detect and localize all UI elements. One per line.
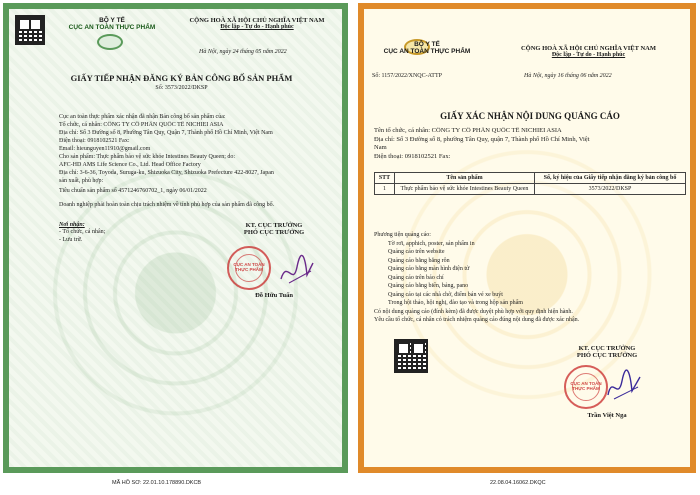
signer-name: Đỗ Hữu Tuấn [255,292,293,299]
ad-medium-item: Quảng cáo bằng biển, bảng, pano [388,283,469,289]
republic-name: CỘNG HOÀ XÃ HỘI CHỦ NGHĨA VIỆT NAM [189,17,325,24]
ad-medium-item: Quảng cáo tại các nhà chờ, điểm bán vé xe buýt [388,291,503,298]
republic-name: CỘNG HOÀ XÃ HỘI CHỦ NGHĨA VIỆT NAM [520,45,656,52]
table-cell: Thực phẩm bảo vệ sức khỏe Intestines Beauty Queen [395,184,535,195]
body-line: Email: hieunguyen11910@gmail.com [59,146,151,152]
stamp-text: CỤC AN TOÀN THỰC PHẨM [570,381,602,391]
body-line: Địa chỉ: Số 3 Đường số 8, phường Tân Quy, quận 7, Thành phố Hồ Chí Minh, Việt [374,135,590,143]
right-footer-code: 22.08.04.16062.DKQC [490,480,546,486]
body-line: Yêu cầu tổ chức, cá nhân có trách nhiệm quảng cáo đúng nội dung đã được xác nhận. [374,317,580,323]
body-line: Cục an toàn thực phẩm xác nhận đã nhận Bản công bố sản phẩm của: [59,114,226,120]
advertising-confirmation [358,3,696,473]
ad-medium-item: Quảng cáo trên báo chí [388,274,444,281]
republic-header [486,45,691,58]
ministry-name: BỘ Y TẾ [99,17,125,24]
document-number: Số: 3573/2022/DKSP [155,85,208,91]
body-line: Tiêu chuẩn sản phẩm số 4571246760702_1, ngày 06/01/2022 [59,188,207,194]
national-motto: Độc lập - Tự do - Hạnh phúc [220,24,294,30]
document-body-bottom [374,231,690,325]
recipients-title: Nơi nhận: [59,222,85,228]
stamp-text: CỤC AN TOÀN THỰC PHẨM [233,262,265,272]
ministry-header [372,41,482,55]
ad-medium-item: Tờ rơi, apphich, poster, sản phẩm in [388,240,475,247]
sign-title-line: KT. CỤC TRƯỞNG [578,345,636,352]
body-line: Có nội dung quảng cáo (đính kèm) đã được duyệt phù hợp với quy định hiện hành. [374,308,573,315]
body-line: sản xuất, phù hợp: [59,178,104,184]
body-line: Địa chỉ: Số 3 Đường số 8, Phường Tân Quy, Quận 7, Thành phố Hồ Chí Minh, Việt Nam [59,130,273,136]
body-line: Doanh nghiệp phải hoàn toàn chịu trách nhiệm về tính phù hợp của sản phẩm đã công bố. [59,202,275,208]
signature-icon [604,367,644,405]
sign-title-line: PHÓ CỤC TRƯỞNG [576,352,638,359]
column-header: Tên sản phẩm [395,173,535,184]
body-line: Điện thoại: 0918102521 Fax: [374,152,451,160]
official-stamp-icon [564,365,608,409]
ad-medium-item: Quảng cáo bằng băng rôn [388,257,450,264]
document-body-top [374,127,690,161]
ministry-name: BỘ Y TẾ [414,41,440,48]
document-number: Số: 1157/2022/XNQC-ATTP [372,73,442,79]
column-header: Số, ký hiệu của Giấy tiếp nhận đăng ký bản công bố [535,173,686,184]
table-cell: 3573/2022/DKSP [535,184,686,195]
sign-title-line: KT. CỤC TRƯỞNG [245,222,303,229]
body-line: Phương tiện quảng cáo: [374,232,431,238]
department-name: CỤC AN TOÀN THỰC PHẨM [68,24,156,31]
document-body [59,113,344,209]
registration-certificate [3,3,348,473]
table-row [375,184,686,195]
sign-title-line: PHÓ CỤC TRƯỞNG [243,229,305,236]
ad-medium-item: Quảng cáo bằng màn hình điện tử [388,266,470,272]
qr-code-icon [394,339,428,373]
signer-name: Trần Việt Nga [587,412,627,419]
issue-date: Hà Nội, ngày 16 tháng 06 năm 2022 [524,73,612,79]
body-line: Điện thoại: 0918102521 Fax: [59,138,130,144]
body-line: Cho sản phẩm: Thực phẩm bảo vệ sức khỏe Intestines Beauty Queen; do: [59,154,236,160]
document-title: GIẤY XÁC NHẬN NỘI DUNG QUẢNG CÁO [440,111,620,121]
left-footer-code: MÃ HỒ SƠ: 22.01.10.178890.DKCB [112,480,202,486]
recipient-item: - Lưu trữ. [59,237,83,243]
national-motto: Độc lập - Tự do - Hạnh phúc [551,52,626,58]
table-cell: 1 [375,184,395,195]
ad-medium-item: Quảng cáo trên website [388,249,445,255]
body-line: Nam [374,144,387,151]
ministry-logo-icon [97,34,123,50]
body-line: Tên tổ chức, cá nhân: CÔNG TY CỔ PHẦN QUỐC TẾ NICHIEI ASIA [374,127,562,134]
product-table [374,172,686,195]
republic-header [167,17,347,30]
column-header: STT [375,173,395,184]
body-line: Tổ chức, cá nhân: CÔNG TY CỔ PHẦN QUỐC TẾ NICHIEI ASIA [59,122,224,128]
issue-date: Hà Nội, ngày 24 tháng 05 năm 2022 [199,49,287,55]
document-title: GIẤY TIẾP NHẬN ĐĂNG KÝ BẢN CÔNG BỐ SẢN PHẨM [70,73,293,83]
signature-title [214,222,334,236]
signature-icon [277,249,317,289]
recipient-item: - Tổ chức, cá nhân; [59,229,106,235]
ad-medium-item: Trong hội thảo, hội nghị, đào tạo và trong hộp sản phẩm [388,300,523,306]
signature-title [542,345,672,359]
ministry-header [57,17,167,31]
recipients [59,222,105,244]
body-line: Địa chỉ: 3-6-36, Toyoda, Suruga-ku, Shizuoka City, Shizuoka Prefecture 422-8027, Japan [59,170,274,176]
table-header-row [375,173,686,184]
department-name: CỤC AN TOÀN THỰC PHẨM [383,48,471,55]
body-line: AFC-HD AMS Life Science Co., Ltd. Head Office Factory [59,162,201,168]
qr-code-icon [15,15,45,45]
official-stamp-icon [227,246,271,290]
